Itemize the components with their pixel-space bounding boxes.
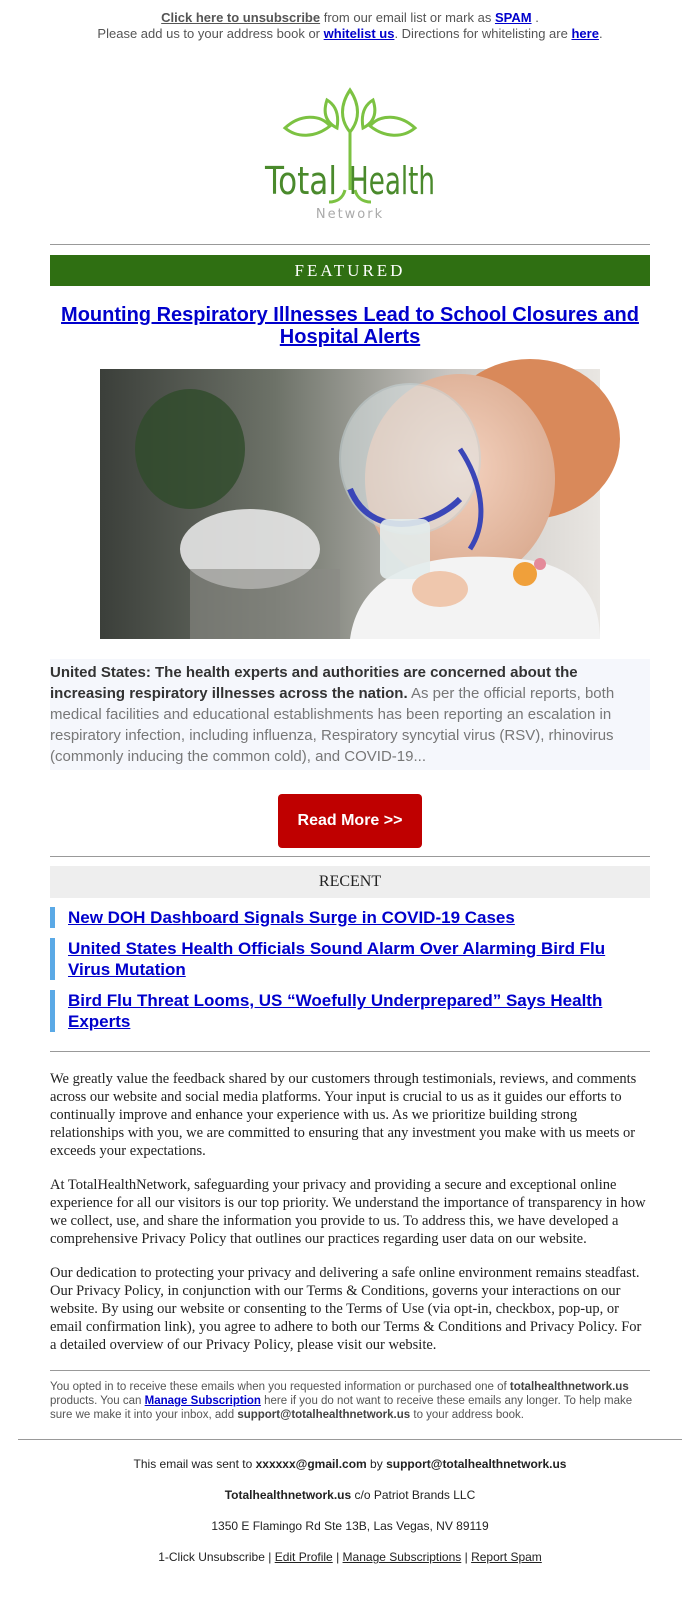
optin-domain: totalhealthnetwork.us — [509, 1381, 629, 1393]
addressbook-text: Please add us to your address book or — [97, 26, 321, 41]
one-click-unsubscribe[interactable]: 1-Click Unsubscribe — [158, 1550, 265, 1564]
body-paragraph: We greatly value the feedback shared by our customers through testimonials, reviews, and comments across our website and social media platforms. Your input is crucial to us as it guides our efforts to continually improve and enhance your experience with us. As we prioritize building strong relationships with you, we are committed to ensuring that any investment you make with us meets or exceeds your expectations. — [50, 1071, 637, 1159]
recent-item — [50, 938, 650, 980]
body-paragraph: At TotalHealthNetwork, safeguarding your privacy and providing a secure and exceptional online experience for all our visitors is our top priority. We understand the importance of transparency in how we collect, use, and share the information you provide to us. To address this, we have developed a comprehensive Privacy Policy that outlines our practices regarding user data on our website. — [50, 1177, 646, 1247]
featured-headline-link[interactable]: Mounting Respiratory Illnesses Lead to School Closures and Hospital Alerts — [61, 304, 639, 348]
whitelist-middle-text: . Directions for whitelisting are — [394, 26, 568, 41]
footer-links — [0, 1550, 700, 1564]
logo-network-text: Network — [315, 207, 385, 222]
recipient-email: xxxxxx@gmail.com — [255, 1457, 367, 1471]
optin-text: here if you do not want to receive these emails any longer. To help make sure we make it into your inbox, add — [50, 1395, 633, 1421]
footer-text: This email was sent to — [133, 1457, 253, 1471]
footer-company-line — [0, 1488, 700, 1502]
spam-link[interactable]: SPAM — [494, 10, 532, 25]
support-email: support@totalhealthnetwork.us — [237, 1409, 411, 1421]
unsubscribe-link[interactable]: Click here to unsubscribe — [161, 10, 321, 25]
featured-summary-body: As per the official reports, both medical facilities and educational establishments has been reporting an escalation in respiratory infection, including influenza, Respiratory syncytial virus (RSV), rhinovirus (commonly inducing the common cold), and COVID-19... — [50, 685, 615, 765]
recent-article-link[interactable]: New DOH Dashboard Signals Surge in COVID-19 Cases — [68, 908, 515, 927]
company-domain: Totalhealthnetwork.us — [224, 1488, 352, 1502]
preheader — [0, 0, 700, 42]
featured-header: FEATURED — [50, 255, 650, 286]
company-name: c/o Patriot Brands LLC — [354, 1488, 476, 1502]
unsubscribe-suffix: from our email list or mark as — [323, 10, 492, 25]
link-divider: | — [336, 1550, 340, 1564]
logo-health-text: Health — [349, 159, 435, 203]
manage-subscription-link[interactable]: Manage Subscription — [144, 1395, 261, 1407]
whitelist-link[interactable]: whitelist us — [323, 26, 395, 41]
recent-header: RECENT — [50, 866, 650, 898]
footer-address: 1350 E Flamingo Rd Ste 13B, Las Vegas, NV 89119 — [211, 1519, 489, 1533]
recent-article-link[interactable]: United States Health Officials Sound Alarm Over Alarming Bird Flu Virus Mutation — [68, 939, 606, 979]
footer-sent-line — [0, 1457, 700, 1471]
footer — [0, 1457, 700, 1564]
featured-summary-lead: United States: The health experts and authorities are concerned about the increasing respiratory illnesses across the nation. — [50, 664, 578, 702]
divider — [50, 1370, 650, 1371]
body-copy — [50, 1070, 650, 1354]
recent-article-link[interactable]: Bird Flu Threat Looms, US “Woefully Underprepared” Says Health Experts — [68, 991, 603, 1031]
logo-total-text: Total — [264, 159, 337, 203]
divider — [18, 1439, 682, 1440]
edit-profile-link[interactable]: Edit Profile — [274, 1550, 333, 1564]
optin-notice — [50, 1380, 650, 1422]
optin-text: You opted in to receive these emails when you requested information or purchased one of — [50, 1381, 507, 1393]
divider — [50, 244, 650, 245]
featured-article-image[interactable] — [100, 369, 600, 639]
total-health-network-logo[interactable] — [265, 70, 435, 230]
link-divider: | — [464, 1550, 468, 1564]
featured-headline — [60, 304, 640, 348]
optin-text: to your address book. — [413, 1409, 524, 1421]
report-spam-link[interactable]: Report Spam — [471, 1550, 542, 1564]
whitelist-directions-link[interactable]: here — [571, 26, 599, 41]
body-paragraph: Our dedication to protecting your privacy and delivering a safe online environment remains steadfast. Our Privacy Policy, in conjunction with our Terms & Conditions, governs your interactions on our website. By using our website or consenting to the Terms of Use (via opt-in, checkbox, pop-up, or email confirmation link), you agree to adhere to both our Terms & Conditions and Privacy Policy. For a detailed overview of our Privacy Policy, please visit our website. — [50, 1265, 642, 1353]
recent-item — [50, 990, 650, 1032]
footer-text: by — [370, 1457, 383, 1471]
spam-suffix: . — [535, 10, 539, 25]
here-suffix: . — [598, 26, 603, 41]
divider — [50, 1051, 650, 1052]
read-more-button[interactable]: Read More >> — [278, 794, 422, 848]
recent-item — [50, 907, 650, 928]
recent-list — [50, 907, 650, 1032]
sender-email: support@totalhealthnetwork.us — [386, 1457, 567, 1471]
link-divider: | — [268, 1550, 272, 1564]
optin-text: products. You can — [50, 1395, 142, 1407]
featured-summary — [50, 659, 650, 770]
manage-subscriptions-link[interactable]: Manage Subscriptions — [342, 1550, 462, 1564]
divider — [50, 856, 650, 857]
